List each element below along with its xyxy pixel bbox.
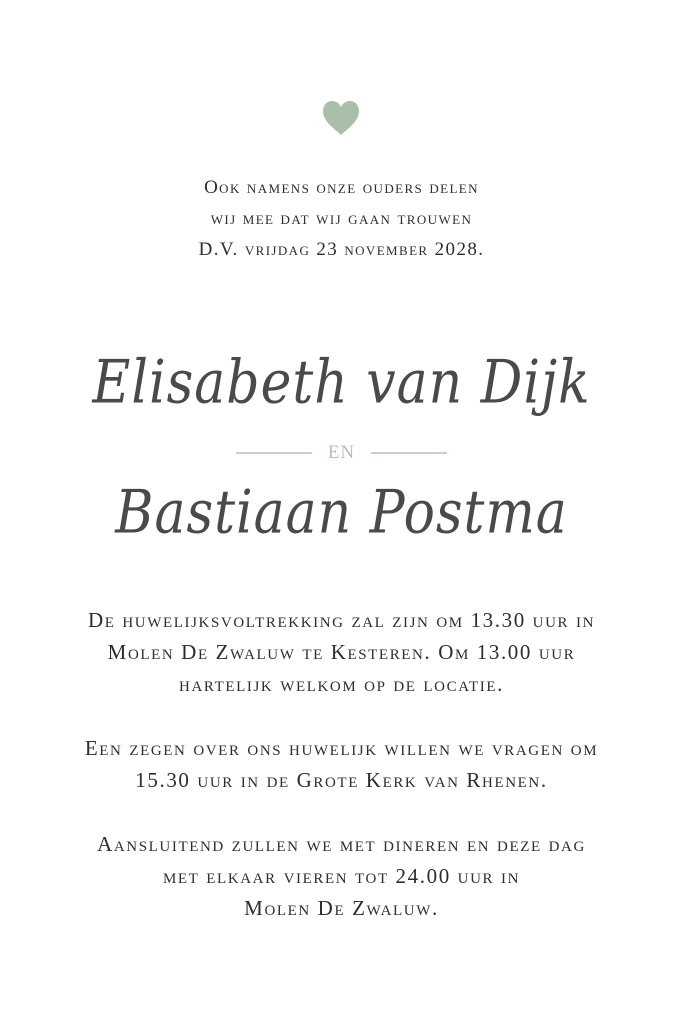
dinner-line: Molen De Zwaluw. [244, 896, 439, 920]
ceremony-line: De huwelijksvoltrekking zal zijn om 13.30 uur in [87, 608, 596, 632]
divider-line-right [371, 452, 447, 454]
announcement-line: Ook namens onze ouders delen [204, 177, 479, 198]
name-separator [0, 440, 683, 466]
announcement-line: wij mee dat wij gaan trouwen [210, 208, 473, 229]
blessing-line: 15.30 uur in de Grote Kerk van Rhenen. [135, 768, 548, 792]
dinner-line: Aansluitend zullen we met dineren en deze dag [97, 832, 586, 856]
separator-word: EN [327, 442, 356, 463]
announcement-text [0, 172, 683, 265]
divider-line-left [236, 452, 312, 454]
dinner-text [0, 828, 683, 924]
heart-icon [321, 98, 361, 138]
groom-name: Bastiaan Postma [115, 478, 568, 548]
blessing-line: Een zegen over ons huwelijk willen we vragen om [84, 736, 599, 760]
announcement-date: D.V. vrijdag 23 november 2028. [198, 239, 485, 260]
dinner-line: met elkaar vieren tot 24.00 uur in [162, 864, 520, 888]
ceremony-text [0, 604, 683, 700]
bride-name: Elisabeth van Dijk [92, 348, 591, 418]
ceremony-line: Molen De Zwaluw te Kesteren. Om 13.00 uur [107, 640, 576, 664]
ceremony-line: hartelijk welkom op de locatie. [179, 672, 504, 696]
blessing-text [0, 732, 683, 796]
